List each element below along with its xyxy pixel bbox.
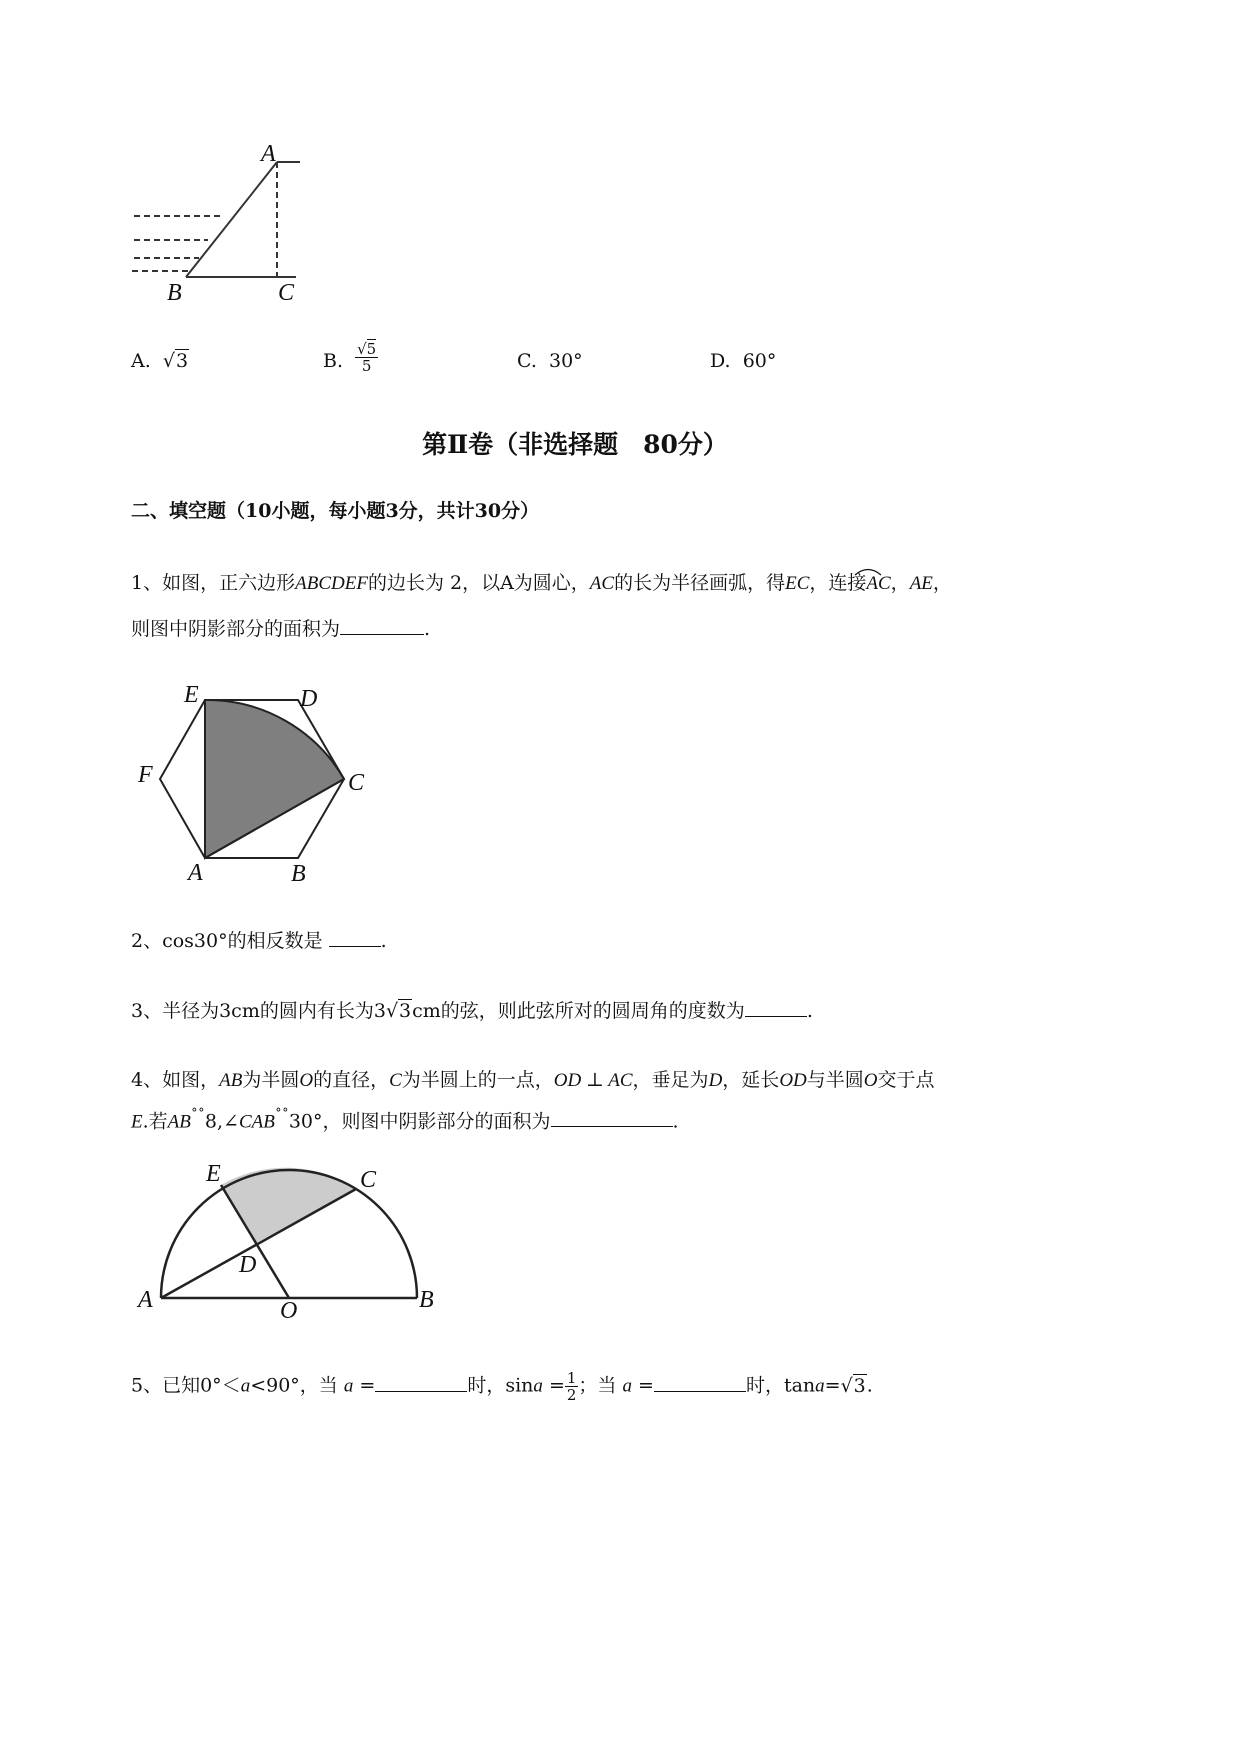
hex-label-f: F (138, 762, 153, 788)
q4-var: C (389, 1070, 402, 1091)
q4-var: AB (167, 1111, 191, 1133)
q1-var: ABCDEF (295, 573, 368, 594)
q3-text: 半径为3cm的圆内有长为3 (162, 1000, 386, 1022)
q4-text: 8,∠ (204, 1110, 239, 1133)
section2-heading: 二、填空题（10小题，每小题3分，共计30分） (131, 500, 540, 522)
q5-fraction (565, 1370, 579, 1403)
q1-answer-blank[interactable] (340, 616, 424, 635)
question-3 (131, 998, 813, 1024)
option-b-letter: B. (323, 350, 344, 372)
q5-end: . (866, 1374, 873, 1397)
q4-text: 如图， (162, 1069, 220, 1091)
q3-radicand: 3 (399, 1000, 412, 1022)
q5-radicand: 3 (853, 1374, 866, 1397)
q5-answer-blank-2[interactable] (654, 1373, 746, 1392)
option-b-numerator: √5 (357, 339, 377, 358)
q4-var: CAB (238, 1111, 275, 1133)
option-a (131, 348, 189, 374)
option-c-value: 30° (549, 350, 583, 372)
hex-label-a: A (188, 860, 203, 886)
q4-answer-blank[interactable] (551, 1108, 673, 1127)
hex-label-b: B (291, 861, 306, 887)
q4-text: .若 (142, 1110, 168, 1133)
q5-text: = (824, 1374, 841, 1397)
previous-question-figure (120, 140, 320, 310)
option-b (323, 339, 378, 375)
question-5 (131, 1370, 873, 1403)
semi-label-c: C (360, 1167, 377, 1193)
q3-sqrt: √3 (385, 1000, 412, 1022)
q4-text: 为半圆上的一点， (401, 1069, 554, 1091)
semi-label-o: O (280, 1298, 298, 1324)
q5-text: = (638, 1374, 654, 1397)
label-b: B (167, 280, 182, 306)
option-a-letter: A. (131, 350, 151, 372)
option-a-radicand: 3 (175, 350, 189, 372)
q1-text: 的长为半径画弧，得 (614, 572, 786, 594)
shaded-sector (205, 700, 344, 858)
q2-end: . (380, 930, 387, 952)
q1-var: AC (866, 573, 891, 594)
label-a: A (261, 141, 276, 167)
option-a-sqrt: √3 (162, 350, 189, 372)
q1-arc-ec: EC (785, 573, 810, 594)
q1-end: . (424, 618, 431, 640)
q4-var: D (708, 1070, 723, 1091)
q4-text: 交于点 (877, 1069, 935, 1091)
option-c (517, 348, 583, 374)
q5-sqrt: √3 (840, 1374, 866, 1397)
q5-var: a (622, 1375, 632, 1397)
q4-var: O (863, 1070, 878, 1091)
q5-number: 5、 (131, 1374, 163, 1397)
q5-var: a (815, 1375, 825, 1397)
q5-text: <90°，当 (250, 1374, 338, 1397)
label-c: C (278, 280, 295, 306)
q4-var: E (131, 1111, 143, 1133)
q1-text: ， (890, 572, 910, 594)
q4-text: ，垂足为 (632, 1069, 709, 1091)
question-4-line-2 (131, 1103, 679, 1135)
q5-text: = (548, 1374, 565, 1397)
q1-var: AC (589, 573, 615, 594)
q4-var: OD ⊥ AC (553, 1070, 633, 1091)
q3-answer-blank[interactable] (745, 998, 807, 1017)
q5-numerator: 1 (566, 1369, 577, 1387)
q5-var: a (343, 1375, 354, 1397)
semi-label-e: E (206, 1161, 221, 1187)
semi-label-a: A (138, 1287, 153, 1313)
q5-text: 时，tan (745, 1374, 816, 1397)
q1-text: 如图，正六边形 (162, 572, 296, 594)
hexagon-figure (130, 678, 380, 888)
option-c-letter: C. (517, 350, 537, 372)
q4-end: . (672, 1110, 679, 1133)
q3-text: cm的弦，则此弦所对的圆周角的度数为 (412, 1000, 745, 1022)
q1-text: ，连接 (809, 572, 867, 594)
q2-answer-blank[interactable] (329, 928, 381, 947)
q1-text: ， (932, 572, 952, 594)
q4-text: 30°，则图中阴影部分的面积为 (288, 1110, 551, 1133)
q5-answer-blank-1[interactable] (375, 1373, 467, 1392)
option-b-denominator: 5 (361, 356, 372, 375)
q2-text: cos30°的相反数是 (162, 930, 323, 952)
segment-ab (186, 162, 277, 277)
q4-garbled-glyph: ˚˚ (274, 1108, 289, 1124)
q4-var: OD (779, 1070, 807, 1091)
question-1-line-1 (131, 567, 952, 597)
q3-number: 3、 (131, 1000, 163, 1022)
q5-var: a (240, 1375, 251, 1397)
hex-label-d: D (300, 686, 318, 712)
option-d-letter: D. (710, 350, 731, 372)
q3-end: . (806, 1000, 813, 1022)
q4-text: 的直径， (313, 1069, 390, 1091)
q4-var: AB (219, 1070, 243, 1091)
option-b-fraction (355, 341, 378, 374)
semi-label-b: B (419, 1287, 434, 1313)
q2-number: 2、 (131, 930, 163, 952)
q5-text: 时，sin (467, 1374, 534, 1397)
option-d-value: 60° (742, 350, 777, 372)
q4-garbled-glyph: ˚˚ (190, 1108, 205, 1124)
q4-var: O (299, 1070, 314, 1091)
q4-text: 与半圆 (806, 1069, 864, 1091)
q5-text: = (359, 1374, 376, 1397)
hex-label-c: C (348, 770, 365, 796)
arc-mark-icon (853, 566, 883, 576)
hex-label-e: E (184, 682, 199, 708)
option-d (710, 348, 776, 374)
semicircle-figure (130, 1155, 450, 1330)
q4-text: ，延长 (722, 1069, 780, 1091)
q1-text: 的边长为 2，以A为圆心， (367, 572, 590, 594)
q1-var: AE (909, 573, 933, 594)
question-2 (131, 928, 387, 954)
q5-text: 已知0°＜ (162, 1374, 241, 1397)
q5-var: a (533, 1375, 543, 1397)
question-4-line-1 (131, 1067, 935, 1094)
q1-number: 1、 (131, 572, 163, 594)
semi-label-d: D (239, 1252, 257, 1278)
question-1-line-2 (131, 616, 430, 642)
q5-denominator: 2 (566, 1386, 577, 1404)
q5-text: ；当 (578, 1374, 617, 1397)
q4-text: 为半圆 (242, 1069, 300, 1091)
q4-number: 4、 (131, 1069, 163, 1091)
q1-text: 则图中阴影部分的面积为 (131, 618, 341, 640)
part2-title: 第Ⅱ卷（非选择题 80分） (422, 430, 728, 459)
